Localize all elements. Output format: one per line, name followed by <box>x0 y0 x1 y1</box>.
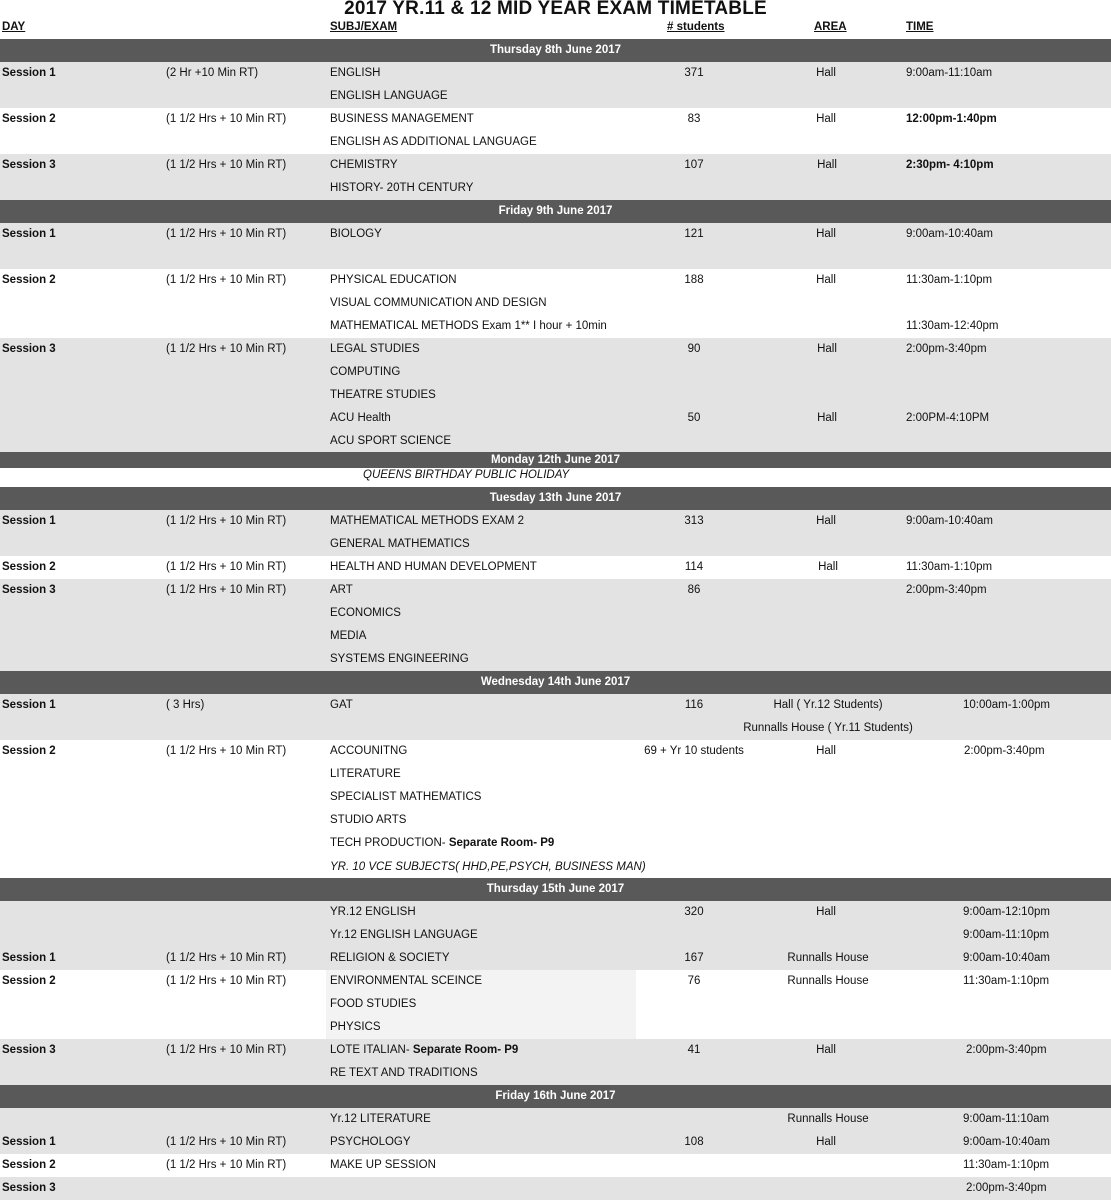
subject: ENGLISH LANGUAGE <box>330 90 448 102</box>
subject: LITERATURE <box>330 768 401 780</box>
duration: (1 1/2 Hrs + 10 Min RT) <box>166 515 287 527</box>
table-row <box>0 901 1111 924</box>
page-title: 2017 YR.11 & 12 MID YEAR EXAM TIMETABLE <box>344 0 767 19</box>
student-count: 50 <box>687 412 701 424</box>
student-count: 107 <box>684 159 704 171</box>
time: 11:30am-12:40pm <box>906 320 999 332</box>
area: Hall <box>816 228 836 240</box>
area: Hall <box>816 67 836 79</box>
area: Hall ( Yr.12 Students) <box>773 699 883 711</box>
session-label: Session 1 <box>2 1136 56 1148</box>
duration: (1 1/2 Hrs + 10 Min RT) <box>166 952 287 964</box>
table-row <box>0 1016 1111 1039</box>
session-label: Session 1 <box>2 952 56 964</box>
duration: (1 1/2 Hrs + 10 Min RT) <box>166 113 287 125</box>
table-row <box>0 315 1111 338</box>
table-row <box>0 384 1111 407</box>
header-students: # students <box>667 21 725 33</box>
subject <box>330 1039 518 1062</box>
student-count: 167 <box>684 952 704 964</box>
table-row <box>0 602 1111 625</box>
day-header: Friday 9th June 2017 <box>0 200 1111 223</box>
student-count: 320 <box>684 906 704 918</box>
time: 11:30am-1:10pm <box>906 561 993 573</box>
subject <box>330 832 554 855</box>
table-row <box>0 177 1111 200</box>
table-row <box>0 1131 1111 1154</box>
header-subject: SUBJ/EXAM <box>330 21 398 33</box>
session-label: Session 1 <box>2 515 56 527</box>
student-count: 188 <box>684 274 704 286</box>
subject: HEALTH AND HUMAN DEVELOPMENT <box>330 561 537 573</box>
table-row <box>0 292 1111 315</box>
room-note: Separate Room- P9 <box>412 1044 519 1056</box>
student-count: 116 <box>684 699 704 711</box>
area: Hall <box>816 515 836 527</box>
subject: SPECIALIST MATHEMATICS <box>330 791 482 803</box>
time: 2:00pm-3:40pm <box>966 1182 1047 1194</box>
student-count: 371 <box>684 67 704 79</box>
table-row <box>0 407 1111 430</box>
subject: BUSINESS MANAGEMENT <box>330 113 474 125</box>
student-count: 76 <box>687 975 701 987</box>
subject: COMPUTING <box>330 366 401 378</box>
time: 2:00pm-3:40pm <box>906 584 987 596</box>
area: Runnalls House ( Yr.11 Students) <box>743 722 913 734</box>
student-count: 83 <box>687 113 701 125</box>
time: 2:00pm-3:40pm <box>964 745 1045 757</box>
subject: Yr.12 ENGLISH LANGUAGE <box>330 929 478 941</box>
subject: MAKE UP SESSION <box>330 1159 436 1171</box>
subject: MATHEMATICAL METHODS Exam 1** I hour + 10min <box>330 320 607 332</box>
table-row <box>0 1177 1111 1200</box>
subject: STUDIO ARTS <box>330 814 407 826</box>
subject: ART <box>330 584 353 596</box>
duration: (1 1/2 Hrs + 10 Min RT) <box>166 561 287 573</box>
table-row <box>0 556 1111 579</box>
time: 2:00PM-4:10PM <box>906 412 990 424</box>
table-row <box>0 85 1111 108</box>
time: 11:30am-1:10pm <box>906 274 993 286</box>
day-header: Wednesday 14th June 2017 <box>0 671 1111 694</box>
area: Hall <box>816 1044 836 1056</box>
subject: ENGLISH AS ADDITIONAL LANGUAGE <box>330 136 537 148</box>
area: Hall <box>816 113 836 125</box>
table-row <box>0 269 1111 292</box>
table-row <box>0 856 1111 879</box>
duration: (1 1/2 Hrs + 10 Min RT) <box>166 1159 287 1171</box>
day-header: Tuesday 13th June 2017 <box>0 487 1111 510</box>
table-row <box>0 694 1111 717</box>
area: Hall <box>816 274 836 286</box>
area: Hall <box>817 343 837 355</box>
session-label: Session 3 <box>2 343 56 355</box>
session-label: Session 2 <box>2 561 56 573</box>
area: Hall <box>817 412 837 424</box>
duration: (1 1/2 Hrs + 10 Min RT) <box>166 228 287 240</box>
time: 9:00am-10:40am <box>906 515 993 527</box>
session-label: Session 2 <box>2 1159 56 1171</box>
session-label: Session 1 <box>2 67 56 79</box>
student-count: 86 <box>687 584 701 596</box>
session-label: Session 2 <box>2 274 56 286</box>
table-row <box>0 62 1111 85</box>
session-label: Session 3 <box>2 1044 56 1056</box>
subject: ACU SPORT SCIENCE <box>330 435 451 447</box>
subject: CHEMISTRY <box>330 159 398 171</box>
session-label: Session 1 <box>2 699 56 711</box>
time: 9:00am-10:40am <box>963 952 1050 964</box>
room-note: Separate Room- P9 <box>448 837 555 849</box>
subject: HISTORY- 20TH CENTURY <box>330 182 474 194</box>
subject: GENERAL MATHEMATICS <box>330 538 470 550</box>
subject: ACU Health <box>330 412 391 424</box>
table-row <box>0 1154 1111 1177</box>
day-header: Monday 12th June 2017 <box>0 452 1111 468</box>
duration: (1 1/2 Hrs + 10 Min RT) <box>166 159 287 171</box>
area: Hall <box>817 159 837 171</box>
time: 2:00pm-3:40pm <box>966 1044 1047 1056</box>
time: 2:00pm-3:40pm <box>906 343 987 355</box>
table-row <box>0 223 1111 246</box>
table-row <box>0 510 1111 533</box>
subject: Yr.12 LITERATURE <box>330 1113 431 1125</box>
duration: (2 Hr +10 Min RT) <box>166 67 259 79</box>
table-row <box>0 1039 1111 1062</box>
time: 9:00am-11:10pm <box>963 929 1050 941</box>
area: Hall <box>816 745 836 757</box>
time: 11:30am-1:10pm <box>963 975 1050 987</box>
subject: ENVIRONMENTAL SCEINCE <box>330 975 483 987</box>
area: Runnalls House <box>787 952 869 964</box>
table-row <box>0 832 1111 855</box>
table-row <box>0 717 1111 740</box>
table-row <box>0 809 1111 832</box>
student-count: 108 <box>684 1136 704 1148</box>
student-count: 313 <box>684 515 704 527</box>
student-count: 41 <box>687 1044 701 1056</box>
day-header: Thursday 8th June 2017 <box>0 39 1111 62</box>
subject: PHYSICS <box>330 1021 381 1033</box>
subject: SYSTEMS ENGINEERING <box>330 653 469 665</box>
header-day: DAY <box>2 21 26 33</box>
session-label: Session 3 <box>2 1182 56 1194</box>
duration: (1 1/2 Hrs + 10 Min RT) <box>166 274 287 286</box>
table-row <box>0 108 1111 131</box>
holiday-note: QUEENS BIRTHDAY PUBLIC HOLIDAY <box>363 469 570 481</box>
duration: (1 1/2 Hrs + 10 Min RT) <box>166 975 287 987</box>
day-header: Thursday 15th June 2017 <box>0 878 1111 901</box>
table-row <box>0 947 1111 970</box>
area: Runnalls House <box>787 975 869 987</box>
subject: PSYCHOLOGY <box>330 1136 411 1148</box>
session-label: Session 2 <box>2 113 56 125</box>
table-row <box>0 924 1111 947</box>
subject-text: TECH PRODUCTION- <box>330 837 449 849</box>
time: 12:00pm-1:40pm <box>906 113 997 125</box>
table-row <box>0 763 1111 786</box>
session-label: Session 2 <box>2 975 56 987</box>
table-row <box>0 740 1111 763</box>
subject: ENGLISH <box>330 67 381 79</box>
header-time: TIME <box>906 21 934 33</box>
duration: (1 1/2 Hrs + 10 Min RT) <box>166 745 287 757</box>
time: 2:30pm- 4:10pm <box>906 159 994 171</box>
table-row <box>0 533 1111 556</box>
table-row <box>0 625 1111 648</box>
session-label: Session 3 <box>2 584 56 596</box>
table-row <box>0 786 1111 809</box>
table-row <box>0 131 1111 154</box>
duration: (1 1/2 Hrs + 10 Min RT) <box>166 1044 287 1056</box>
subject: RE TEXT AND TRADITIONS <box>330 1067 478 1079</box>
session-label: Session 1 <box>2 228 56 240</box>
table-row <box>0 1108 1111 1131</box>
time: 9:00am-10:40am <box>906 228 993 240</box>
area: Hall <box>818 561 838 573</box>
subject: LEGAL STUDIES <box>330 343 420 355</box>
area: Hall <box>816 1136 836 1148</box>
subject: ECONOMICS <box>330 607 401 619</box>
subject: FOOD STUDIES <box>330 998 417 1010</box>
table-row <box>0 970 1111 993</box>
time: 11:30am-1:10pm <box>963 1159 1050 1171</box>
student-count: 69 + Yr 10 students <box>644 745 744 757</box>
duration: (1 1/2 Hrs + 10 Min RT) <box>166 343 287 355</box>
subject: THEATRE STUDIES <box>330 389 436 401</box>
header-area: AREA <box>814 21 847 33</box>
duration: ( 3 Hrs) <box>166 699 205 711</box>
time: 10:00am-1:00pm <box>963 699 1050 711</box>
subject: MATHEMATICAL METHODS EXAM 2 <box>330 515 525 527</box>
subject: YR.12 ENGLISH <box>330 906 416 918</box>
subject: ACCOUNITNG <box>330 745 408 757</box>
subject: YR. 10 VCE SUBJECTS( HHD,PE,PSYCH, BUSINESS MAN) <box>330 861 646 873</box>
subject: RELIGION & SOCIETY <box>330 952 450 964</box>
subject: BIOLOGY <box>330 228 382 240</box>
time: 9:00am-10:40am <box>963 1136 1050 1148</box>
table-row <box>0 361 1111 384</box>
table-row <box>0 579 1111 602</box>
table-row <box>0 246 1111 269</box>
session-label: Session 2 <box>2 745 56 757</box>
student-count: 90 <box>687 343 701 355</box>
table-row <box>0 338 1111 361</box>
subject: VISUAL COMMUNICATION AND DESIGN <box>330 297 547 309</box>
subject: GAT <box>330 699 353 711</box>
area: Runnalls House <box>787 1113 869 1125</box>
table-row <box>0 648 1111 671</box>
time: 9:00am-11:10am <box>963 1113 1050 1125</box>
time: 9:00am-12:10pm <box>963 906 1050 918</box>
subject: PHYSICAL EDUCATION <box>330 274 457 286</box>
table-row <box>0 993 1111 1016</box>
session-label: Session 3 <box>2 159 56 171</box>
student-count: 121 <box>684 228 704 240</box>
area: Hall <box>816 906 836 918</box>
table-row <box>0 430 1111 453</box>
duration: (1 1/2 Hrs + 10 Min RT) <box>166 584 287 596</box>
table-row <box>0 1062 1111 1085</box>
day-header: Friday 16th June 2017 <box>0 1085 1111 1108</box>
table-row <box>0 154 1111 177</box>
time: 9:00am-11:10am <box>906 67 993 79</box>
subject: MEDIA <box>330 630 367 642</box>
subject-text: LOTE ITALIAN- <box>330 1044 413 1056</box>
duration: (1 1/2 Hrs + 10 Min RT) <box>166 1136 287 1148</box>
student-count: 114 <box>684 561 704 573</box>
